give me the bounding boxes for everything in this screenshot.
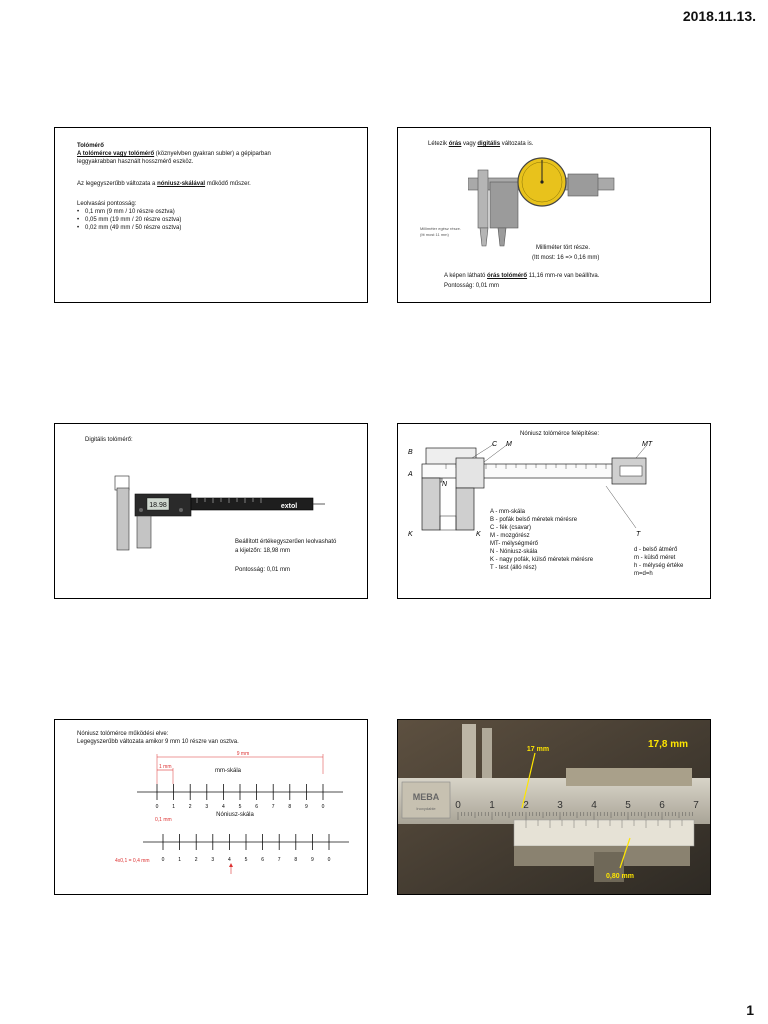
slide-thumbnail-5[interactable] (54, 719, 368, 895)
main-scale-number: 2 (523, 800, 529, 811)
legend-item: K - nagy pofák, külső méretek mérésre (490, 557, 594, 563)
slide-thumbnail-2[interactable] (397, 127, 711, 303)
main-scale-number: 7 (693, 800, 699, 811)
slide-thumbnail-6[interactable] (397, 719, 711, 895)
label-mt: MT (642, 441, 653, 448)
slide2-caption: A képen látható órás tolómérő 11,16 mm-re van beállítva. (444, 273, 600, 279)
label-k-right: K (476, 531, 481, 538)
nonius-scale-tick-label: 1 (178, 857, 181, 863)
label-17-8mm: 17,8 mm (647, 739, 689, 750)
main-scale-number: 4 (591, 800, 597, 811)
list-item: • 0,02 mm (49 mm / 50 részre osztva) (77, 224, 181, 232)
slide1-list-title: Leolvasási pontosság: (77, 201, 137, 207)
legend-item: m=d=h (634, 571, 653, 577)
main-scale-number: 6 (659, 800, 665, 811)
nonius-scale-tick-label: 5 (244, 857, 248, 863)
slide1-line3: Az legegyszerűbb változata a nóniusz-skálával működő műszer. (77, 181, 251, 187)
slide-thumbnail-3[interactable] (54, 423, 368, 599)
fraction-label-1: Milliméter tört része. (536, 245, 591, 251)
slide2-precision: Pontosság: 0,01 mm (444, 283, 500, 289)
slide3-text1: Beállított értékegyszerűen leolvasható (235, 539, 337, 545)
nonius-scale-tick-label: 8 (294, 857, 298, 863)
legend-item: T - test (álló rész) (490, 565, 537, 571)
slide5-title2: Legegyszerűbb változata amikor 9 mm 10 részre van osztva. (77, 739, 239, 745)
label-mm-scale: mm-skála (214, 768, 242, 774)
meba-logo: MEBA (412, 792, 440, 802)
main-scale-number: 3 (557, 800, 563, 811)
lcd-display-text: 18.98 (149, 502, 167, 509)
legend-item: A - mm-skála (490, 509, 526, 515)
label-1mm: 1 mm (159, 764, 172, 770)
legend-list-2 (634, 546, 683, 578)
legend-item: d - belső átmérő (634, 547, 678, 553)
mm-scale-tick-label: 1 (172, 804, 175, 810)
nonius-scale-tick-label: 6 (261, 857, 264, 863)
fraction-label-2: (Itt most: 16 => 0,16 mm) (532, 255, 600, 261)
nonius-scale-tick-label: 7 (277, 857, 281, 863)
slide3-title: Digitális tolómérő: (85, 437, 133, 443)
list-item: • 0,05 mm (19 mm / 20 részre osztva) (77, 216, 181, 224)
slide-thumbnail-4[interactable] (397, 423, 711, 599)
label-01mm: 0,1 mm (155, 817, 172, 823)
label-k-left: K (408, 531, 413, 538)
label-17mm: 17 mm (526, 746, 550, 753)
legend-item: M - mozgórész (490, 533, 530, 539)
slide-thumbnail-1[interactable] (54, 127, 368, 303)
main-scale-number: 0 (455, 800, 461, 811)
legend-item: MT- mélységmérő (490, 541, 539, 547)
mm-scale-tick-label: 8 (288, 804, 292, 810)
label-c: C (492, 441, 498, 448)
main-scale-number: 5 (625, 800, 631, 811)
nonius-scale-tick-label: 3 (211, 857, 215, 863)
brand-logo: extol (280, 503, 298, 510)
mm-scale-tick-label: 3 (205, 804, 209, 810)
dial-caliper-image (468, 152, 618, 252)
nonius-scale-tick-label: 2 (194, 857, 198, 863)
slide1-line2: leggyakrabban használt hosszmérő eszköz. (77, 159, 194, 165)
label-m: M (506, 441, 512, 448)
legend-item: h - mélység értéke (634, 563, 684, 569)
label-a: A (408, 471, 413, 478)
page-number: 1 (746, 1002, 754, 1018)
legend-item: m - külső méret (634, 555, 676, 561)
mm-scale-tick-label: 6 (255, 804, 258, 810)
label-n: N (442, 481, 448, 488)
meba-subtext: Inoxydable (416, 806, 436, 811)
main-scale-number: 1 (489, 800, 495, 811)
mm-scale-tick-label: 0 (321, 804, 325, 810)
label-t: T (636, 531, 641, 538)
header-date: 2018.11.13. (682, 8, 756, 24)
mm-scale-tick-label: 5 (238, 804, 242, 810)
label-b: B (408, 449, 413, 456)
mm-scale-tick-label: 9 (305, 804, 308, 810)
legend-item: C - fék (csavar) (490, 525, 532, 531)
label-9mm: 9 mm (236, 751, 250, 757)
slide5-title1: Nóniusz tolómérce működési elve: (77, 731, 169, 737)
list-item: • 0,1 mm (9 mm / 10 részre osztva) (77, 208, 181, 216)
label-nonius-scale: Nóniusz-skála (216, 812, 254, 818)
label-sum: 4x0,1 = 0,4 mm (115, 858, 150, 864)
mm-scale-tick-label: 2 (188, 804, 192, 810)
precision-list (77, 208, 181, 232)
slide2-title: Létezik órás vagy digitális változata is. (428, 141, 534, 147)
small-label-1: Milliméter egész része. (420, 226, 461, 231)
vernier-principle-diagram (55, 720, 367, 894)
nonius-scale-tick-label: 9 (311, 857, 314, 863)
slide1-title: Tolómérő (77, 143, 104, 149)
nonius-scale-ruler (143, 834, 349, 863)
mm-scale-ruler (137, 784, 343, 810)
slide4-title: Nóniusz tolómérce felépítése: (520, 431, 600, 437)
slide3-precision: Pontosság: 0,01 mm (235, 567, 291, 573)
mm-scale-tick-label: 0 (155, 804, 159, 810)
label-080mm: 0,80 mm (605, 873, 635, 880)
legend-item: B - pofák belső méretek mérésre (490, 517, 578, 523)
legend-item: N - Nóniusz-skála (490, 549, 538, 555)
mm-scale-tick-label: 7 (271, 804, 275, 810)
mm-scale-tick-label: 4 (222, 804, 225, 810)
nonius-scale-tick-label: 4 (228, 857, 231, 863)
small-label-2: (Itt most 11 mm) (420, 232, 449, 237)
slide1-line1: A tolómérce vagy tolómérő (köznyelvben gyakran subler) a gépiparban (77, 151, 271, 157)
nonius-scale-tick-label: 0 (161, 857, 165, 863)
legend-list (490, 508, 593, 572)
nonius-scale-tick-label: 0 (327, 857, 331, 863)
caliper-photo (398, 720, 710, 894)
slide3-text2: a kijelzőn: 18,98 mm (235, 548, 291, 554)
